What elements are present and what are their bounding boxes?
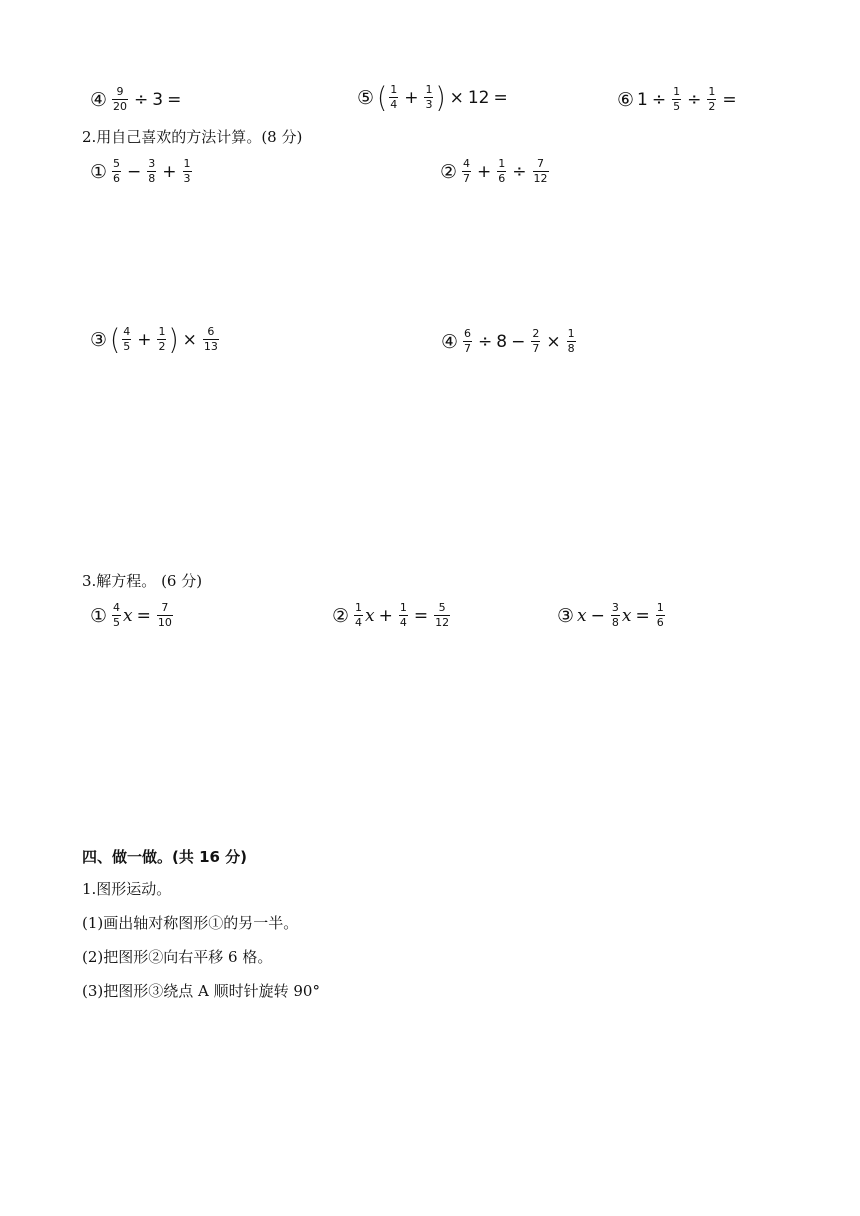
fraction (531, 328, 540, 355)
variable-x: x (123, 605, 133, 626)
fraction (354, 602, 363, 629)
denominator: 3 (425, 98, 433, 111)
fraction (533, 158, 549, 185)
numerator: 1 (656, 601, 664, 614)
fraction (112, 86, 128, 113)
numerator: 4 (123, 325, 131, 338)
numerator: 4 (113, 601, 121, 614)
fraction (462, 158, 471, 185)
denominator: 4 (390, 98, 398, 111)
value: 8 (496, 331, 508, 352)
operator: × (182, 329, 197, 350)
section2-title: 2.用自己喜欢的方法计算。(8 分) (82, 128, 303, 146)
problem-row1-4 (90, 86, 185, 113)
section2-problem-2 (440, 158, 551, 185)
operator: × (546, 331, 561, 352)
fraction (424, 84, 433, 111)
circled-number: ② (332, 604, 350, 627)
operator: ÷ (651, 89, 667, 110)
numerator: 5 (113, 157, 121, 170)
denominator: 13 (203, 340, 218, 353)
problem-row1-6 (617, 86, 741, 113)
section2-problem-3 (90, 323, 221, 356)
fraction (672, 86, 681, 113)
equals: = (493, 87, 508, 108)
fraction (656, 602, 665, 629)
circled-number: ④ (441, 330, 459, 353)
value: 1 (637, 89, 648, 110)
fraction (389, 84, 398, 111)
right-paren: ) (435, 81, 446, 114)
circled-number: ① (90, 160, 108, 183)
denominator: 5 (113, 616, 121, 629)
operator: − (590, 605, 605, 626)
numerator: 1 (158, 325, 166, 338)
denominator: 8 (148, 172, 156, 185)
operator: + (137, 329, 152, 350)
value: 3 (152, 89, 164, 110)
value: 12 (467, 87, 490, 108)
operator: ÷ (478, 331, 493, 352)
denominator: 4 (399, 616, 407, 629)
denominator: 3 (183, 172, 191, 185)
variable-x: x (577, 605, 587, 626)
numerator: 1 (355, 601, 363, 614)
equals: = (413, 605, 429, 626)
fraction (611, 602, 620, 629)
denominator: 2 (158, 340, 166, 353)
circled-number: ② (440, 160, 458, 183)
numerator: 1 (425, 83, 433, 96)
denominator: 7 (463, 172, 471, 185)
denominator: 8 (567, 342, 575, 355)
denominator: 2 (708, 100, 716, 113)
operator: × (449, 87, 464, 108)
numerator: 6 (464, 327, 472, 340)
numerator: 1 (708, 85, 716, 98)
numerator: 4 (463, 157, 471, 170)
denominator: 5 (123, 340, 131, 353)
equals: = (136, 605, 151, 626)
denominator: 10 (157, 616, 172, 629)
circled-number: ③ (557, 604, 575, 627)
section3-title: 3.解方程。 (6 分) (82, 572, 203, 590)
circled-number: ⑥ (617, 88, 635, 111)
circled-number: ③ (90, 328, 108, 351)
equals: = (722, 89, 737, 110)
numerator: 2 (532, 327, 540, 340)
numerator: 9 (116, 85, 124, 98)
left-paren: ( (110, 323, 121, 356)
equals: = (635, 605, 650, 626)
numerator: 6 (207, 325, 215, 338)
fraction (497, 158, 506, 185)
denominator: 5 (673, 100, 681, 113)
denominator: 4 (355, 616, 363, 629)
fraction (399, 602, 408, 629)
denominator: 6 (656, 616, 664, 629)
numerator: 5 (438, 601, 446, 614)
variable-x: x (365, 605, 375, 626)
numerator: 3 (611, 601, 619, 614)
variable-x: x (621, 605, 632, 626)
numerator: 1 (567, 327, 575, 340)
fraction (157, 326, 166, 353)
operator: ÷ (512, 161, 527, 182)
section4-item-1: (1)画出轴对称图形①的另一半。 (82, 914, 299, 932)
numerator: 7 (161, 601, 169, 614)
operator: − (511, 331, 526, 352)
fraction (203, 326, 219, 353)
numerator: 1 (673, 85, 681, 98)
fraction (157, 602, 173, 629)
right-paren: ) (168, 323, 179, 356)
numerator: 7 (537, 157, 545, 170)
operator: ÷ (687, 89, 702, 110)
section2-problem-1 (90, 158, 194, 185)
section4-item-2: (2)把图形②向右平移 6 格。 (82, 948, 273, 966)
circled-number: ① (90, 604, 108, 627)
numerator: 1 (498, 157, 506, 170)
denominator: 12 (533, 172, 548, 185)
operator: + (404, 87, 419, 108)
denominator: 7 (464, 342, 472, 355)
section4-item-3: (3)把图形③绕点 A 顺时针旋转 90° (82, 982, 320, 1000)
denominator: 6 (498, 172, 506, 185)
operator: + (162, 161, 177, 182)
fraction (147, 158, 156, 185)
section3-problem-3 (557, 602, 667, 629)
section4-title: 四、做一做。(共 16 分) (82, 848, 248, 866)
section3-problem-2 (332, 602, 452, 629)
fraction (112, 602, 121, 629)
denominator: 8 (611, 616, 619, 629)
problem-row1-5 (357, 81, 512, 114)
numerator: 1 (183, 157, 191, 170)
denominator: 7 (532, 342, 540, 355)
fraction (707, 86, 716, 113)
section2-problem-4 (441, 328, 578, 355)
circled-number: ⑤ (357, 86, 375, 109)
operator: + (378, 605, 393, 626)
operator: ÷ (134, 89, 149, 110)
section3-problem-1 (90, 602, 175, 629)
section4-subtitle: 1.图形运动。 (82, 880, 172, 898)
fraction (567, 328, 576, 355)
denominator: 20 (113, 100, 128, 113)
operator: + (477, 161, 492, 182)
fraction (112, 158, 121, 185)
left-paren: ( (377, 81, 388, 114)
fraction (183, 158, 192, 185)
circled-number: ④ (90, 88, 108, 111)
numerator: 3 (148, 157, 156, 170)
numerator: 1 (399, 601, 407, 614)
numerator: 1 (390, 83, 398, 96)
fraction (463, 328, 472, 355)
fraction (122, 326, 131, 353)
denominator: 12 (435, 616, 450, 629)
fraction (434, 602, 450, 629)
denominator: 6 (113, 172, 121, 185)
equals: = (167, 89, 182, 110)
operator: − (127, 161, 142, 182)
